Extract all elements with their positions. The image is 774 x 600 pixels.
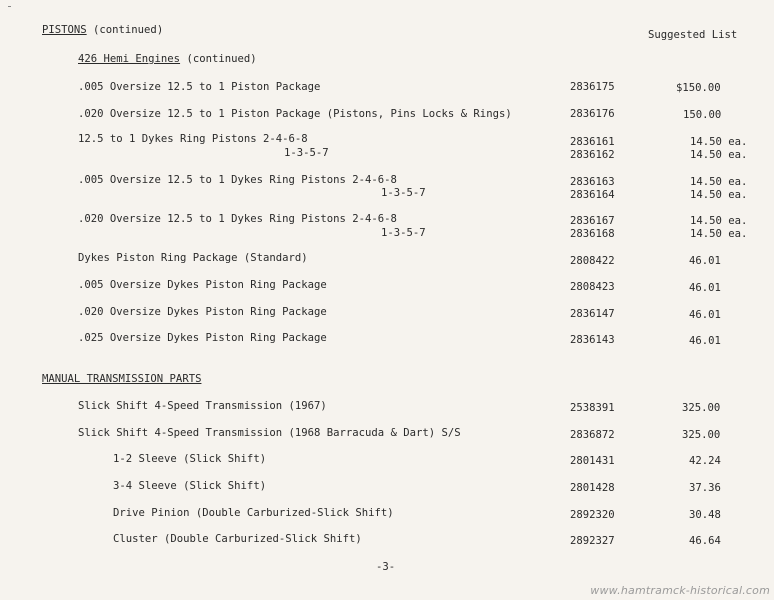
section-title: PISTONS: [42, 24, 87, 36]
price: 14.50 ea.: [690, 176, 748, 188]
part-number: 2801428: [570, 482, 615, 494]
item-description: Drive Pinion (Double Carburized-Slick Shift): [113, 507, 394, 519]
price: 14.50 ea.: [690, 149, 748, 161]
part-number: 2836168: [570, 228, 615, 240]
item-description: .005 Oversize 12.5 to 1 Piston Package: [78, 81, 321, 93]
price: $150.00: [676, 82, 721, 94]
item-description: .020 Oversize 12.5 to 1 Dykes Ring Pistons 2-4-6-8: [78, 213, 397, 225]
price: 46.01: [689, 309, 721, 321]
part-number: 2892320: [570, 509, 615, 521]
price-column-header: Suggested List: [648, 29, 738, 41]
price: 14.50 ea.: [690, 228, 748, 240]
price: 14.50 ea.: [690, 189, 748, 201]
item-description: .020 Oversize Dykes Piston Ring Package: [78, 306, 327, 318]
price: 37.36: [689, 482, 721, 494]
price: 46.01: [689, 335, 721, 347]
item-description: Slick Shift 4-Speed Transmission (1968 Barracuda & Dart) S/S: [78, 427, 461, 439]
item-description: 1-2 Sleeve (Slick Shift): [113, 453, 267, 465]
price: 150.00: [683, 109, 722, 121]
item-description: .020 Oversize 12.5 to 1 Piston Package (Pistons, Pins Locks & Rings): [78, 108, 512, 120]
section-heading: [42, 24, 163, 37]
part-number: 2836176: [570, 108, 615, 120]
item-description: 1-3-5-7: [381, 187, 426, 199]
price: 14.50 ea.: [690, 215, 748, 227]
price: 325.00: [682, 402, 721, 414]
part-number: 2836872: [570, 429, 615, 441]
page-number: -3-: [376, 561, 396, 573]
transmission-section-title: MANUAL TRANSMISSION PARTS: [42, 373, 202, 385]
margin-mark: [8, 6, 11, 7]
price: 30.48: [689, 509, 721, 521]
price: 42.24: [689, 455, 721, 467]
price: 14.50 ea.: [690, 136, 748, 148]
item-description: 1-3-5-7: [381, 227, 426, 239]
part-number: 2808422: [570, 255, 615, 267]
part-number: 2892327: [570, 535, 615, 547]
subsection-heading: [78, 53, 257, 66]
part-number: 2836163: [570, 176, 615, 188]
price: 46.01: [689, 282, 721, 294]
part-number: 2836161: [570, 136, 615, 148]
part-number: 2836162: [570, 149, 615, 161]
part-number: 2836167: [570, 215, 615, 227]
part-number: 2836175: [570, 81, 615, 93]
part-number: 2808423: [570, 281, 615, 293]
item-description: Slick Shift 4-Speed Transmission (1967): [78, 400, 327, 412]
item-description: 12.5 to 1 Dykes Ring Pistons 2-4-6-8: [78, 133, 308, 145]
part-number: 2801431: [570, 455, 615, 467]
part-number: 2836143: [570, 334, 615, 346]
item-description: 1-3-5-7: [284, 147, 329, 159]
site-watermark: www.hamtramck-historical.com: [590, 584, 770, 597]
subsection-suffix: (continued): [180, 53, 257, 65]
part-number: 2538391: [570, 402, 615, 414]
item-description: .005 Oversize 12.5 to 1 Dykes Ring Pistons 2-4-6-8: [78, 174, 397, 186]
item-description: .025 Oversize Dykes Piston Ring Package: [78, 332, 327, 344]
part-number: 2836147: [570, 308, 615, 320]
price: 46.01: [689, 255, 721, 267]
subsection-title: 426 Hemi Engines: [78, 53, 181, 65]
item-description: Dykes Piston Ring Package (Standard): [78, 252, 308, 264]
item-description: 3-4 Sleeve (Slick Shift): [113, 480, 267, 492]
price: 325.00: [682, 429, 721, 441]
item-description: Cluster (Double Carburized-Slick Shift): [113, 533, 362, 545]
section-suffix: (continued): [86, 24, 164, 36]
part-number: 2836164: [570, 189, 615, 201]
price: 46.64: [689, 535, 721, 547]
item-description: .005 Oversize Dykes Piston Ring Package: [78, 279, 327, 291]
